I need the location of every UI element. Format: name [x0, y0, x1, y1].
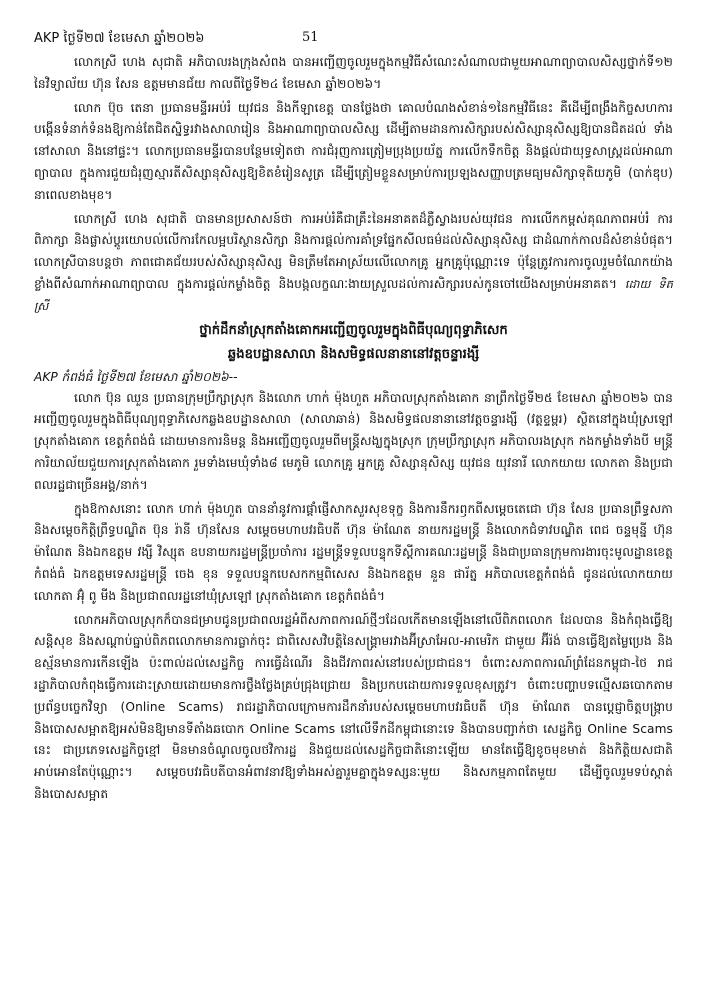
- article2-paragraph-1: លោក ប៊ុន ឈួន ប្រធានក្រុមប្រឹក្សាស្រុក និងលោក ហាក់ ម៉ុងហួត អភិបាលស្រុកតាំងគោក នាព្រឹកថ្ងៃទី២៥ ខែមេសា ឆ្នាំ២០២៦ បានអញ្ជើញចូលរួមក្នុងពិធីបុណ្យពុទ្ធាភិសេកឆ្លងឧបដ្ឋានសាលា (សាលាឆាន់) និងសមិទ្ធផលនានានៅវត្តចន្ទារង្សី (វត្តខ្ទម្ពរ) ស្ថិតនៅក្នុងឃុំស្រឡៅ ស្រុកតាំងគោក ខេត្តកំពង់ធំ ដោយមានការនិមន្ត និងអញ្ជើញចូលរួមពីមន្ត្រីសង្ឃក្នុងស្រុក ក្រុមប្រឹក្សាស្រុក អភិបាលរងស្រុក កងកម្លាំងទាំងបី មន្ត្រីការិយាល័យជួយការស្រុកតាំងគោក រួមទាំងមេឃុំទាំង៨ មេភូមិ លោកគ្រូ អ្នកគ្រូ សិស្សានុសិស្ស យុវជន យុវនារី លោកយាយ លោកតា និងប្រជាពលរដ្ឋជាច្រើនអង្គ/នាក់។: [34, 390, 673, 492]
- article1-paragraph-1: លោកស្រី ហេង សុជាតិ អភិបាលរងក្រុងសំពង បានអញ្ជើញចូលរួមក្នុងកម្មវិធីសំណេះសំណាលជាមួយអាណាព្យាបាលសិស្សថ្នាក់ទី១២ នៃវិទ្យាល័យ ហ៊ុន សែន ឧត្តមមានជ័យ កាលពីថ្ងៃទី២៤ ខែមេសា ឆ្នាំ២០២៦។: [34, 55, 673, 91]
- article1-paragraph-2: លោក ប៊ុច តេនា ប្រធានមន្ទីរអប់រំ យុវជន និងកីឡាខេត្ត បានថ្លែងថា គោលបំណងសំខាន់១នៃកម្មវិធីនេះ គឺដើម្បីពង្រឹងកិច្ចសហការ បង្កើនទំនាក់ទំនងឱ្យកាន់តែជិតស្និទ្ធរវាងសាលារៀន និងអាណាព្យាបាលសិស្ស ដើម្បីតាមដានការសិក្សារបស់សិស្សានុសិស្សឱ្យបានជិតដល់ ទាំងនៅសាលា និងនៅផ្ទះ។ លោកប្រធានមន្ទីរបានបន្ថែមទៀតថា ការជំរុញការត្រៀមប្រុងប្រយ័ត្ន ការលើកទឹកចិត្ត និងផ្តល់ជាយុទ្ធសាស្ត្រដល់អាណាព្យាបាល ក្នុងការជួយជំរុញស្មារតីសិស្សានុសិស្សឱ្យខិតខំរៀនសូត្រ ដើម្បីត្រៀមខ្លួនសម្រាប់ការប្រឡងសញ្ញាបត្រមធ្យមសិក្សាទុតិយភូមិ (បាក់ឌុប) នាពេលខាងមុខ។: [34, 100, 673, 202]
- article1-paragraph-3-text: លោកស្រី ហេង សុជាតិ បានមានប្រសាសន៍ថា ការអប់រំគឺជាគ្រឹះនៃអនាគតដ៏ភ្លឺស្វាងរបស់យុវជន ការលើកកម្ពស់គុណភាពអប់រំ ការពិភាក្សា និងផ្លាស់ប្តូរយោបល់លើការកែលម្អបរិស្ថានសិក្សា និងការផ្តល់ការគាំទ្រផ្នែកសីលធម៌ដល់សិស្សានុសិស្ស ជាដំណាក់កាលដ៏សំខាន់បំផុត។ លោកស្រីបានបន្តថា ភាពជោគជ័យរបស់សិស្សានុសិស្ស មិនត្រឹមតែអាស្រ័យលើលោកគ្រូ អ្នកគ្រូប៉ុណ្ណោះទេ ប៉ុន្តែត្រូវការការចូលរួមចំណែកយ៉ាងខ្លាំងពីសំណាក់អាណាព្យាបាល ក្នុងការផ្តល់កម្លាំងចិត្ត និងបង្កលក្ខណៈងាយស្រួលដល់ការសិក្សារបស់កូនចៅយើងសម្រាប់អនាគត។: [34, 211, 673, 291]
- article2-paragraph-3: លោកអភិបាលស្រុកក៏បានជម្រាបជូនប្រជាពលរដ្ឋអំពីសភាពការណ៍ថ្មីៗដែលកើតមានឡើងនៅលើពិភពលោក ដែលបាន និងកំពុងធ្វើឱ្យសន្តិសុខ និងសណ្តាប់ធ្នាប់ពិភពលោកមានការធ្លាក់ចុះ ជាពិសេសវិបត្តិនៃសង្គ្រាមរវាងអ៊ីស្រាអែល-អាមេរិក ជាមួយ អ៊ីរ៉ង់ បានធ្វើឱ្យតម្លៃប្រេង និងឧស្ម័នមានការកើនឡើង ប៉ះពាល់ដល់សេដ្ឋកិច្ច ការធ្វើដំណើរ និងជីវភាពរស់នៅរបស់ប្រជាជន។ ចំពោះសភាពការណ៍ព្រំដែនកម្ពុជា-ថៃ រាជរដ្ឋាភិបាលកំពុងធ្វើការដោះស្រាយដោយមានការថ្លឹងថ្លែងគ្រប់ជ្រុងជ្រោយ និងប្រកបដោយការទទួលខុសត្រូវ។ ចំពោះបញ្ហាបទល្មើសឆបោកតាមប្រព័ន្ធបច្ចេកវិទ្យា (Online Scams) រាជរដ្ឋាភិបាលក្រោមការដឹកនាំរបស់សម្តេចមហាបវរធិបតី ហ៊ុន ម៉ាណែត បានប្តេជ្ញាចិត្តបង្ក្រាប និងបោសសម្អាតឱ្យអស់មិនឱ្យមានទីតាំងឆបោក Online Scams នៅលើទឹកដីកម្ពុជានោះទេ និងបានបញ្ជាក់ថា សេដ្ឋកិច្ច Online Scams នេះ ជាប្រភេទសេដ្ឋកិច្ចខ្មៅ មិនមានចំណូលចូលថវិការដ្ឋ និងជួយដល់សេដ្ឋកិច្ចជាតិនោះឡើយ មានតែធ្វើឱ្យខូចមុខមាត់ និងកិត្តិយសជាតិអាប់អោនតែប៉ុណ្ណោះ។ សម្តេចបវរធិបតីបានអំពាវនាវឱ្យទាំងអស់គ្នារួមគ្នាក្នុងទស្សនៈមួយ និងសកម្មភាពតែមួយ ដើម្បីចូលរួមទប់ស្កាត់ និងបោសសម្អាត: [34, 612, 673, 801]
- article2-title-line-2: ឆ្លងឧបដ្ឋានសាលា និងសមិទ្ធផលនានានៅវត្តចន្ទារង្សី: [227, 346, 480, 362]
- article1-paragraph-3: [34, 209, 673, 318]
- page-header: [34, 30, 673, 52]
- article1-byline: ដោយ ទិត ស្រី: [34, 276, 673, 313]
- article2-title-line-1: ថ្នាក់ដឹកនាំស្រុកតាំងគោកអញ្ជើញចូលរួមក្នុងពិធីបុណ្យពុទ្ធាភិសេក: [199, 322, 508, 338]
- article-school-meeting: [34, 52, 673, 318]
- header-source-date: AKP ថ្ងៃទី២៧ ខែមេសា ឆ្នាំ២០២៦: [34, 31, 205, 46]
- article2-dateline: AKP កំពង់ធំ ថ្ងៃទី២៧ ខែមេសា ឆ្នាំ២០២៦--: [34, 369, 238, 384]
- article-pagoda-ceremony: [34, 320, 673, 806]
- page-number: 51: [302, 30, 319, 45]
- article2-paragraph-2: ក្នុងឱកាសនោះ លោក ហាក់ ម៉ុងហួត បាននាំនូវការផ្តាំផ្ញើសាកសួរសុខទុក្ខ និងការនឹករឭកពីសម្តេចតេជោ ហ៊ុន សែន ប្រធានព្រឹទ្ធសភា និងសម្តេចកិត្តិព្រឹទ្ធបណ្ឌិត ប៊ុន រ៉ានី ហ៊ុនសែន សម្តេចមហាបវរធិបតី ហ៊ុន ម៉ាណែត នាយករដ្ឋមន្ត្រី និងលោកជំទាវបណ្ឌិត ពេជ ចន្ទមុន្នី ហ៊ុន ម៉ាណែត និងឯកឧត្តម វង្សី វិស្សុត ឧបនាយករដ្ឋមន្ត្រីប្រចាំការ រដ្ឋមន្ត្រីទទួលបន្ទុកទីស្តីការគណៈរដ្ឋមន្ត្រី និងជាប្រធានក្រុមការងារចុះមូលដ្ឋានខេត្តកំពង់ធំ ឯកឧត្តមទេសរដ្ឋមន្ត្រី ចេង ខុន ទទួលបន្ទុកបេសកកម្មពិសេស និងឯកឧត្តម នួន ផារ័ត្ន អភិបាលខេត្តកំពង់ធំ ជូនដល់លោកយាយ លោកតា អ៊ុំ ពូ មីង និងប្រជាពលរដ្ឋនៅឃុំស្រឡៅ ស្រុកតាំងគោក ខេត្តកំពង់ធំ។: [34, 501, 673, 603]
